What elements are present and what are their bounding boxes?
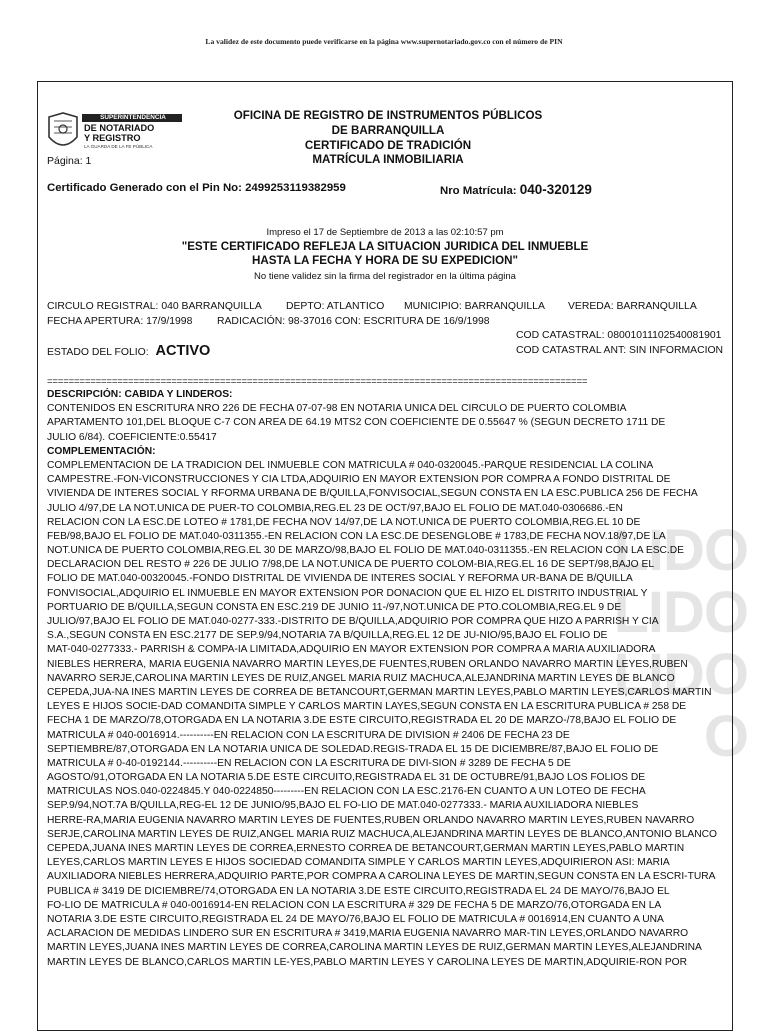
body-line: FOLIO DE MAT.040-00320045.-FONDO DISTRITAL DE VIVIENDA DE INTERES SOCIAL Y REFORMA UR-BANA DE B/QUILLA — [47, 573, 633, 585]
office-title — [208, 109, 568, 168]
superintendencia-logo — [46, 111, 186, 155]
body-line: JULIO 6/84). COEFICIENTE:0.55417 — [47, 431, 217, 443]
body-line: FEB/98,BAJO EL FOLIO DE MAT.040-0311355.-EN RELACION CON LA ESC.DE DESENGLOBE # 1783,DE FECHA NOV.18/97,DE LA — [47, 530, 666, 542]
estado-folio — [47, 343, 210, 359]
logo-line-4: LA GUARDA DE LA FE PÚBLICA — [84, 144, 153, 149]
body-line: FECHA 1 DE MARZO/78,OTORGADA EN LA NOTARIA 3.DE ESTE CIRCUITO,REGISTRADA EL 20 DE MARZO-/78,BAJO EL FOLIO DE — [47, 715, 677, 727]
office-line-3: CERTIFICADO DE TRADICIÓN — [304, 138, 472, 152]
body-line: FO-LIO DE MATRICULA # 040-0016914-EN RELACION CON LA ESCRITURA # 329 DE FECHA 5 DE MARZO/76,OTORGADA EN LA — [47, 899, 662, 911]
municipio: MUNICIPIO: BARRANQUILLA — [404, 301, 545, 312]
body-line: MARTIN LEYES DE BLANCO,CARLOS MARTIN LE-YES,PABLO MARTIN LEYES Y CAROLINA LEYES DE MARTIN,ADQUIRIE-RON POR — [47, 956, 688, 968]
departamento: DEPTO: ATLANTICO — [286, 301, 385, 312]
body-line: CONTENIDOS EN ESCRITURA NRO 226 DE FECHA 07-07-98 EN NOTARIA UNICA DEL CIRCULO DE PUERTO COLOMBIA — [47, 403, 627, 415]
body-line: MATRICULAS NOS.040-0224845.Y 040-0224850---------EN RELACION CON LA ESC.2176-EN CUANTO A UN LOTEO DE FECHA — [47, 786, 646, 798]
body-line: LEYES E HIJOS SOCIE-DAD COMANDITA SIMPLE Y CARLOS MARTIN LAYES,SEGUN CONSTA EN LA ESCRITURA PUBLICA # 258 DE — [47, 701, 687, 713]
body-line: CAMPESTRE.-FON-VICONSTRUCCIONES Y CIA LTDA,ADQUIRIO EN MAYOR EXTENSION POR COMPRA A FONDO DISTRITAL DE — [47, 474, 671, 486]
office-line-1: OFICINA DE REGISTRO DE INSTRUMENTOS PÚBLICOS — [233, 109, 543, 122]
logo-line-1: SUPERINTENDENCIA — [100, 114, 166, 121]
body-line: VIVIENDA DE INTERES SOCIAL Y RFORMA URBANA DE B/QUILLA,FONVISOCIAL,SEGUN CONSTA EN LA ESC.PUBLICA 256 DE FECHA — [47, 488, 698, 500]
estado-folio-value: ACTIVO — [155, 343, 211, 359]
body-line: APARTAMENTO 101,DEL BLOQUE C-7 CON AREA DE 64.19 MTS2 CON COEFICIENTE DE 0.55647 % (SEGUN DECRETO 1711 DE — [47, 417, 666, 429]
matricula — [440, 182, 592, 197]
cod-catastral: COD CATASTRAL: 08001011102540081901 — [516, 330, 722, 341]
body-line: SERJE,CAROLINA MARTIN LEYES DE RUIZ,ANGEL MARIA RUIZ MACHUCA,ALEJANDRINA MARTIN LEYES DE BLANCO,ANTONIO BLANCO — [47, 828, 718, 840]
pin-label: Certificado Generado con el Pin No: 2499253119382959 — [47, 182, 346, 194]
juridical-statement-line-1: "ESTE CERTIFICADO REFLEJA LA SITUACION JURIDICA DEL INMUEBLE — [181, 240, 589, 253]
body-line: MAT-040-0277333.- PARRISH & COMPA-IA LIMITADA,ADQUIRIO EN MAYOR EXTENSION POR COMPRA A MARIA AUXILIADORA — [47, 644, 656, 656]
section-heading: COMPLEMENTACIÓN: — [47, 445, 156, 457]
juridical-statement-line-2: HASTA LA FECHA Y HORA DE SU EXPEDICION" — [252, 254, 518, 268]
estado-folio-label: ESTADO DEL FOLIO: — [47, 347, 149, 358]
fecha-apertura: FECHA APERTURA: 17/9/1998 — [47, 316, 193, 327]
cod-catastral-ant: COD CATASTRAL ANT: SIN INFORMACION — [516, 345, 724, 356]
validity-disclaimer: No tiene validez sin la firma del registrador en la última página — [254, 271, 516, 282]
body-line: NOTARIA 3.DE ESTE CIRCUITO,REGISTRADA EL 24 DE MAYO/76,BAJO EL FOLIO DE MATRICULA # 0016914,EN CUANTO A UNA — [47, 913, 664, 925]
validity-note: La validez de este documento puede verificarse en la página www.supernotariado.gov.co con el número de PIN — [205, 37, 563, 46]
body-line: S.A.,SEGUN CONSTA EN ESC.2177 DE SEP.9/94,NOTARIA 7A B/QUILLA,REG.EL 12 DE JU-NIO/95,BAJO EL FOLIO DE — [47, 630, 608, 642]
body-line: AGOSTO/91,OTORGADA EN LA NOTARIA 5.DE ESTE CIRCUITO,REGISTRADA EL 31 DE OCTUBRE/91,BAJO LOS FOLIOS DE — [47, 772, 646, 784]
section-heading: DESCRIPCIÓN: CABIDA Y LINDEROS: — [47, 389, 233, 400]
body-line: JULIO/97,BAJO EL FOLIO DE MAT.040-0277-333.-DISTRITO DE B/QUILLA,ADQUIRIO POR COMPRA QUE HIZO A PARRISH Y CIA — [47, 616, 659, 627]
body-line: NIEBLES HERRERA, MARIA EUGENIA NAVARRO MARTIN LEYES,DE FUENTES,RUBEN ORLANDO NAVARRO MARTIN LEYES,RUBEN — [47, 658, 688, 670]
body-line: AUXILIADORA NIEBLES HERRERA,ADQUIRIO PARTE,POR COMPRA A CAROLINA LEYES DE MARTIN,SEGUN CONSTA EN LA ESCRI-TURA — [47, 871, 716, 883]
circulo-registral: CIRCULO REGISTRAL: 040 BARRANQUILLA — [47, 301, 262, 312]
body-line: FONVISOCIAL,ADQUIRIO EL INMUEBLE EN MAYOR EXTENSION POR DONACION QUE EL HIZO EL DISTRITO INDUSTRIAL Y — [47, 587, 648, 599]
body-line: ACLARACION DE MEDIDAS LINDERO SUR EN ESCRITURA # 3419,MARIA EUGENIA NAVARRO MAR-TIN LEYES,ORLANDO NAVARRO — [47, 928, 689, 940]
print-date: Impreso el 17 de Septiembre de 2013 a las 02:10:57 pm — [266, 227, 504, 238]
logo-line-2: DE NOTARIADO — [84, 123, 155, 133]
body-line: CEPEDA,JUA-NA INES MARTIN LEYES DE CORREA DE BETANCOURT,GERMAN MARTIN LEYES,PABLO MARTIN LEYES,CARLOS MARTIN — [47, 686, 712, 698]
matricula-label: Nro Matrícula: — [440, 185, 517, 197]
body-line: MATRICULA # 0-40-0192144.----------EN RELACION CON LA ESCRITURA DE DIVI-SION # 3289 DE FECHA 5 DE — [47, 757, 571, 769]
office-line-2: DE BARRANQUILLA — [331, 123, 445, 137]
body-line: COMPLEMENTACION DE LA TRADICION DEL INMUEBLE CON MATRICULA # 040-0320045.-PARQUE RESIDENCIAL LA COLINA — [47, 459, 654, 471]
radicacion: RADICACIÓN: 98-37016 CON: ESCRITURA DE 16/9/1998 — [217, 316, 490, 327]
vereda: VEREDA: BARRANQUILLA — [568, 301, 697, 312]
office-line-4: MATRÍCULA INMOBILIARIA — [312, 153, 464, 167]
juridical-statement — [120, 240, 650, 268]
logo-line-3: Y REGISTRO — [84, 133, 141, 143]
body-line: RELACION CON LA ESC.DE LOTEO # 1781,DE FECHA NOV 14/97,DE LA NOT.UNICA DE PUERTO COLOMBIA,REG.EL 10 DE — [47, 516, 641, 528]
body-line: MARTIN LEYES,JUANA INES MARTIN LEYES DE CORREA,CAROLINA MARTIN LEYES DE RUIZ,GERMAN MARTIN LEYES,ALEJANDRINA — [47, 942, 702, 954]
body-line: NOT.UNICA DE PUERTO COLOMBIA,REG.EL 30 DE MARZO/98,BAJO EL FOLIO DE MAT.040-0311355.-EN RELACION CON LA ESC.DE — [47, 545, 685, 557]
watermark: LIDO LIDO LIDO O — [613, 518, 748, 769]
document-body — [47, 388, 729, 970]
body-line: SEPTIEMBRE/87,OTORGADA EN LA NOTARIA UNICA DE SOLEDAD.REGIS-TRADA EL 15 DE DICIEMBRE/87,BAJO EL FOLIO DE — [47, 743, 659, 755]
matricula-value: 040-320129 — [519, 182, 592, 197]
body-line: DECLARACION DEL RESTO # 226 DE JULIO 7/98,DE LA NOT.UNICA DE PUERTO COLOM-BIA,REG.EL 16 DE SEPT/98,BAJO EL — [47, 559, 655, 571]
body-line: CEPEDA,JUANA INES MARTIN LEYES DE CORREA,ERNESTO CORREA DE BETANCOURT,GERMAN MARTIN LEYES,PABLO MARTIN — [47, 843, 685, 854]
separator-line: ==================================================================================================== — [47, 376, 588, 387]
body-line: HERRE-RA,MARIA EUGENIA NAVARRO MARTIN LEYES DE FUENTES,RUBEN ORLANDO NAVARRO MARTIN LEYES,RUBEN NAVARRO — [47, 814, 695, 826]
page-number: Página: 1 — [47, 155, 92, 167]
body-line: JULIO 4/97,DE LA NOT.UNICA DE PUER-TO COLOMBIA,REG.EL 23 DE OCT/97,BAJO EL FOLIO DE MAT.040-0306686.-EN — [47, 502, 623, 514]
body-line: MATRICULA # 040-0016914.----------EN RELACION CON LA ESCRITURA DE DIVISION # 2406 DE FECHA 23 DE — [47, 729, 570, 741]
body-line: PORTUARIO DE B/QUILLA,SEGUN CONSTA EN ESC.219 DE JUNIO 11-/97,NOT.UNICA DE PTO.COLOMBIA,REG.EL 9 DE — [47, 601, 622, 613]
body-line: LEYES,CARLOS MARTIN LEYES E HIJOS SOCIEDAD COMANDITA SIMPLE Y CARLOS MARTIN LEYES,ADQUIRIERON ASI: MARIA — [47, 857, 670, 869]
body-line: PUBLICA # 3419 DE DICIEMBRE/74,OTORGADA EN LA NOTARIA 3.DE ESTE CIRCUITO,REGISTRADA EL 24 DE MAYO/76,BAJO EL — [47, 885, 670, 897]
body-line: SEP.9/94,NOT.7A B/QUILLA,REG-EL 12 DE JUNIO/95,BAJO EL FO-LIO DE MAT.040-0277333.- MARIA AUXILIADORA NIEBLES — [47, 800, 639, 812]
body-line: NAVARRO SERJE,CAROLINA MARTIN LEYES DE RUIZ,ANGEL MARIA RUIZ MACHUCA,ALEJANDRINA MARTIN LEYES DE BLANCO — [47, 672, 675, 684]
